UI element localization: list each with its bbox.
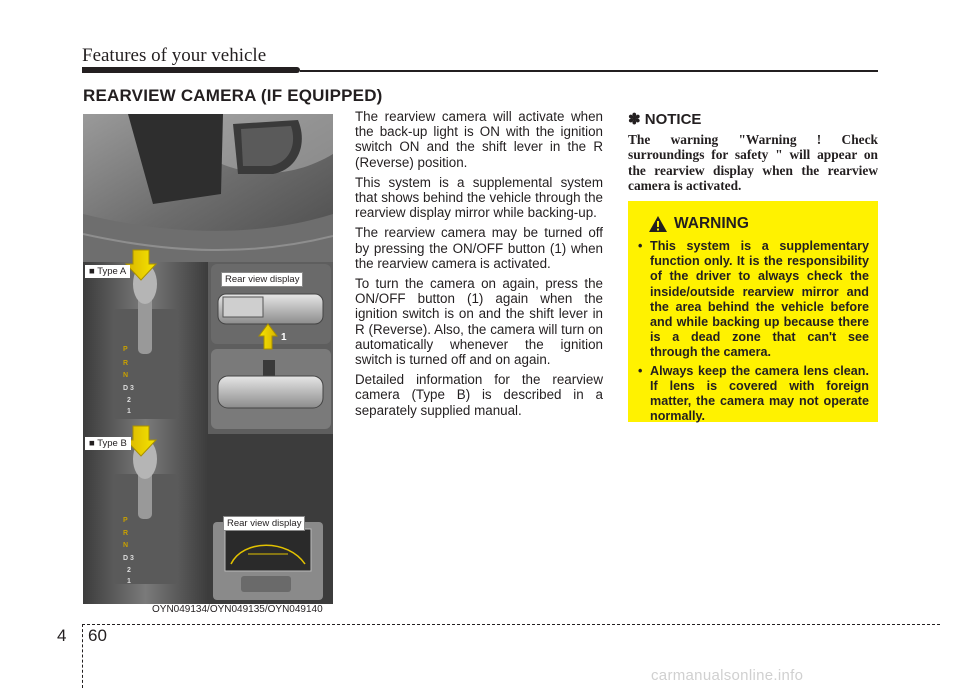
body-paragraph: Detailed information for the rearview camera (Type B) is described in a separately supplied manual. [355,372,603,418]
rear-view-display-label-a: Rear view display [221,272,303,287]
footer-vertical-rule [82,624,83,688]
figure-caption: OYN049134/OYN049135/OYN049140 [152,604,323,615]
svg-text:P: P [123,517,128,524]
warning-list [638,239,869,424]
rear-view-display-label-b: Rear view display [223,516,305,531]
page-chapter: 4 [57,626,67,645]
svg-text:R: R [123,530,129,537]
header-rule-thin [300,70,878,72]
type-a-label: ■ Type A [85,265,130,278]
page-number: 60 [88,626,107,645]
svg-text:1: 1 [127,408,131,415]
svg-text:2: 2 [127,567,131,574]
body-text-column [355,109,603,423]
warning-header [648,211,869,237]
body-paragraph: This system is a supplemental system that shows behind the vehicle through the rearview display mirror while backing-up. [355,174,603,221]
warning-title: WARNING [674,215,749,232]
svg-text:N: N [123,542,129,549]
body-paragraph: To turn the camera on again, press the ON/OFF button (1) again when the ignition switch is on and the shift lever in R (Reverse). Also, the camera will turn on automatically whenever the ignition switch is turned off and on again. [355,276,603,368]
warning-item-text: This system is a supplementary function only. It is the responsibility of the driver to always check the inside/outside rearview mirror and the area behind the vehicle before and while backing up because there is a dead zone that can't see through the camera. [650,239,869,360]
section-title: REARVIEW CAMERA (IF EQUIPPED) [83,86,383,105]
watermark: carmanualsonline.info [651,667,804,684]
button-callout-number: 1 [281,332,287,343]
type-b-panel [83,426,333,604]
warning-triangle-icon [648,215,668,233]
warning-item [638,239,869,361]
type-b-label: ■ Type B [85,437,131,450]
bullet: • [638,363,643,378]
notice-text: The warning "Warning ! Check surroundings for safety " will appear on the rearview display when the rearview camera is activated. [628,132,878,193]
warning-box [628,201,878,422]
bullet: • [638,239,643,253]
warning-item [638,364,869,425]
body-paragraph: The rearview camera may be turned off by pressing the ON/OFF button (1) when the rearview camera is activated. [355,225,603,271]
body-paragraph: The rearview camera will activate when the back-up light is ON with the ignition switch ON and the shift lever in the R (Reverse) position. [355,109,603,170]
svg-text:1: 1 [127,578,131,585]
svg-text:2: 2 [127,397,131,404]
svg-text:D 3: D 3 [123,385,134,392]
warning-item-text: Always keep the camera lens clean. If lens is covered with foreign matter, the camera may not operate normally. [650,363,869,424]
svg-text:P: P [123,346,128,353]
svg-text:R: R [123,360,129,367]
svg-text:N: N [123,372,129,379]
svg-text:D 3: D 3 [123,555,134,562]
rearview-camera-illustration [83,114,333,604]
car-rear-image [83,114,333,262]
notice-title: ✽ NOTICE [628,111,702,128]
footer-rule [82,624,940,625]
header-title: Features of your vehicle [82,45,267,66]
header-rule-thick [82,67,300,73]
